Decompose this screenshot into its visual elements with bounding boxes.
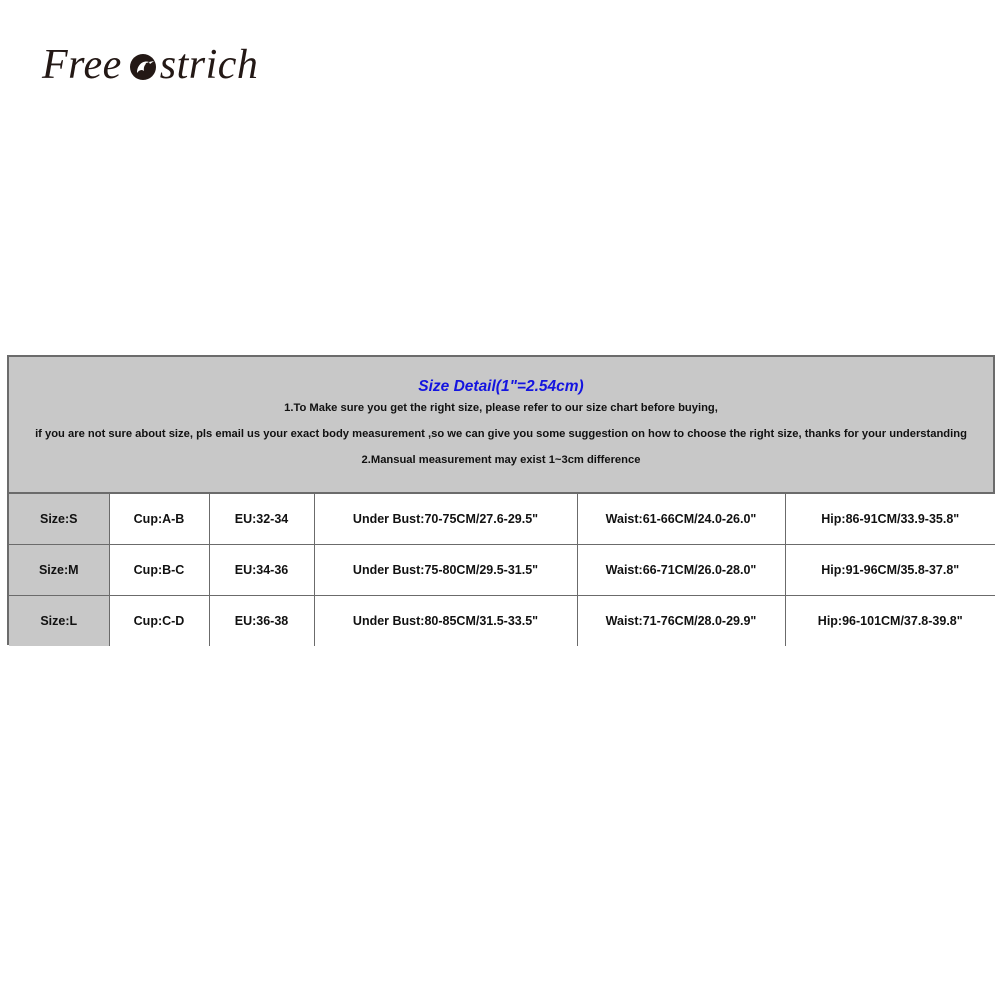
under-bust-cell: Under Bust:75-80CM/29.5-31.5" (314, 545, 577, 596)
cup-cell: Cup:C-D (109, 596, 209, 647)
size-chart-header (9, 357, 993, 493)
size-note-2: if you are not sure about size, pls email us your exact body measurement ,so we can give you some suggestion on how to choose the right size, thanks for your understanding (35, 428, 967, 440)
cup-cell: Cup:B-C (109, 545, 209, 596)
hip-cell: Hip:86-91CM/33.9-35.8" (785, 494, 995, 545)
waist-cell: Waist:66-71CM/26.0-28.0" (577, 545, 785, 596)
cup-cell: Cup:A-B (109, 494, 209, 545)
table-row-size-l (9, 596, 995, 647)
size-note-3: 2.Mansual measurement may exist 1~3cm difference (361, 454, 641, 466)
waist-cell: Waist:61-66CM/24.0-26.0" (577, 494, 785, 545)
brand-logo (42, 40, 258, 90)
hip-cell: Hip:96-101CM/37.8-39.8" (785, 596, 995, 647)
hip-cell: Hip:91-96CM/35.8-37.8" (785, 545, 995, 596)
size-cell: Size:L (9, 596, 109, 647)
brand-name-part2: strich (159, 42, 259, 88)
size-cell: Size:M (9, 545, 109, 596)
ostrich-head-icon (128, 52, 158, 82)
waist-cell: Waist:71-76CM/28.0-29.9" (577, 596, 785, 647)
table-row-size-m (9, 545, 995, 596)
under-bust-cell: Under Bust:80-85CM/31.5-33.5" (314, 596, 577, 647)
under-bust-cell: Under Bust:70-75CM/27.6-29.5" (314, 494, 577, 545)
eu-cell: EU:32-34 (209, 494, 314, 545)
brand-name-part1: Free (42, 42, 122, 88)
size-chart-panel (7, 355, 995, 645)
size-table (9, 493, 995, 646)
eu-cell: EU:36-38 (209, 596, 314, 647)
eu-cell: EU:34-36 (209, 545, 314, 596)
table-row-size-s (9, 494, 995, 545)
size-chart-title: Size Detail(1"=2.54cm) (418, 378, 584, 395)
size-note-1: 1.To Make sure you get the right size, please refer to our size chart before buying, (284, 402, 718, 414)
size-cell: Size:S (9, 494, 109, 545)
